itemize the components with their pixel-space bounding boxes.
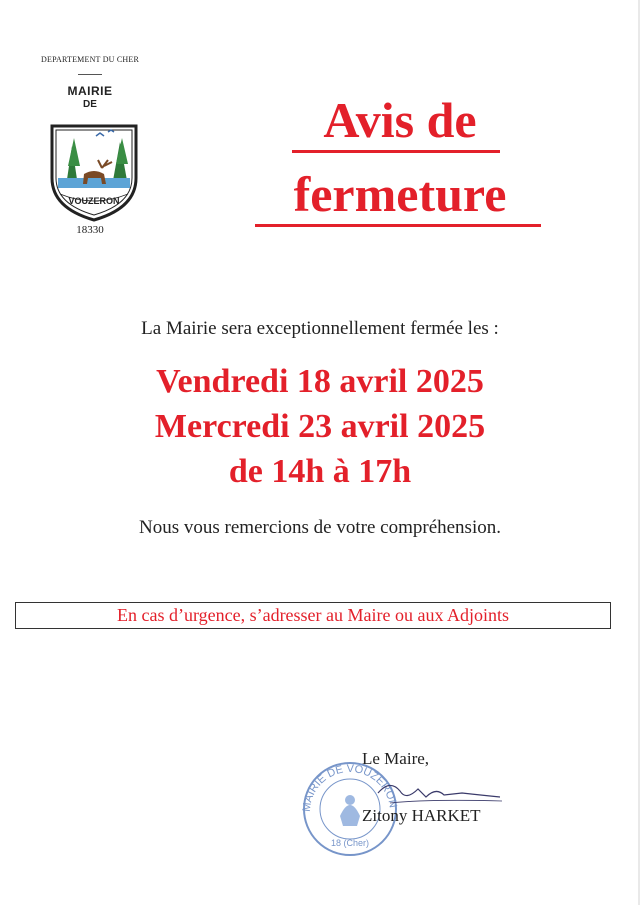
postcode: 18330: [76, 224, 104, 236]
title-underline-1: [292, 150, 500, 153]
de-label: DE: [83, 99, 97, 110]
closing-hours: de 14h à 17h: [228, 453, 412, 490]
signature-label: Le Maire,: [362, 749, 430, 768]
mayor-name: Zitony HARKET: [362, 806, 481, 825]
closing-date-2: Mercredi 23 avril 2025: [154, 408, 486, 445]
department-label: DEPARTEMENT DU CHER: [41, 55, 139, 64]
title-line-2: fermeture: [293, 166, 507, 222]
thanks-text: Nous vous remercions de votre compréhension.: [139, 517, 501, 538]
stamp-bottom-text: 18 (Cher): [330, 838, 370, 848]
urgence-box: [15, 602, 611, 629]
urgence-text: En cas d’urgence, s’adresser au Maire ou aux Adjoints: [116, 605, 510, 625]
crest-commune-text: VOUZERON: [68, 196, 120, 206]
stamp-text: MAIRIE DE VOUZERON: [300, 762, 399, 813]
closing-date-1: Vendredi 18 avril 2025: [156, 363, 484, 400]
title-underline-2: [255, 224, 541, 227]
mairie-label: MAIRIE: [67, 84, 113, 98]
department-rule: [78, 74, 102, 75]
title-line-1: Avis de: [323, 92, 477, 148]
vouzeron-crest-logo: [46, 116, 142, 224]
intro-text: La Mairie sera exceptionnellement fermée les :: [141, 318, 499, 339]
